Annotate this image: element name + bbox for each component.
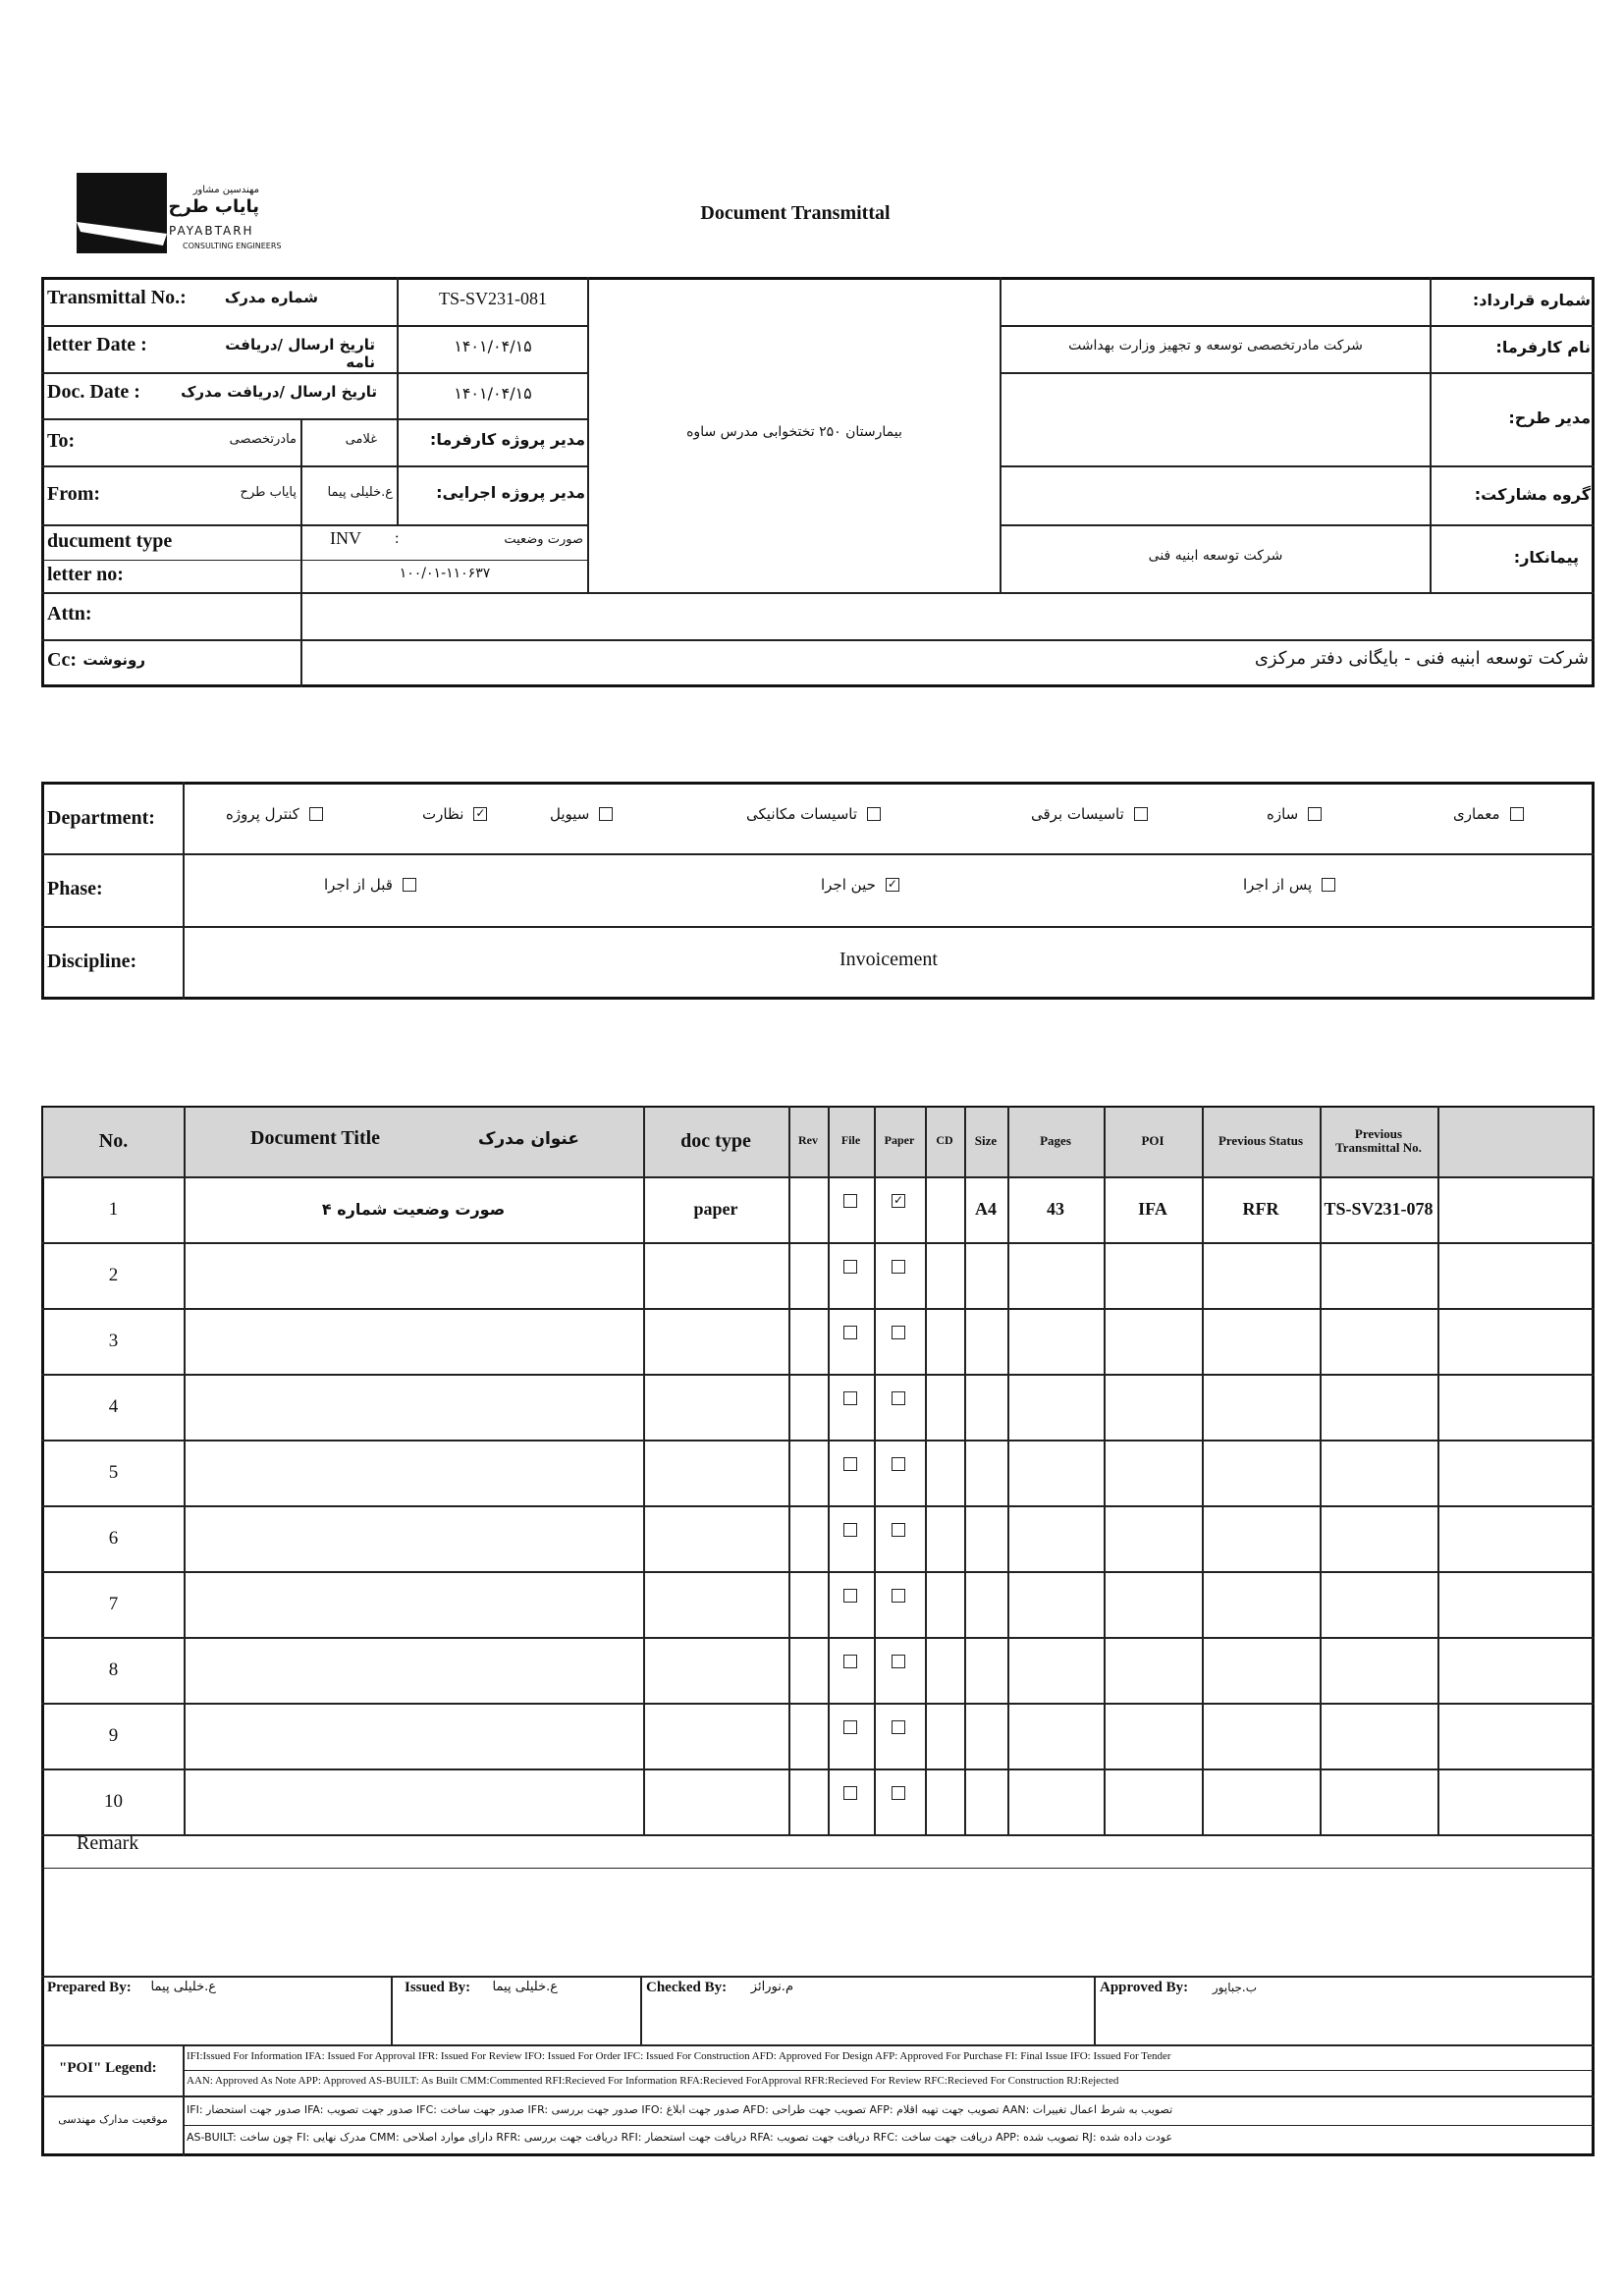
contractor-value: شرکت توسعه ابنیه فنی — [1148, 548, 1283, 564]
cell-rev — [788, 1176, 828, 1242]
file-checkbox[interactable] — [843, 1655, 857, 1668]
department-option-label: سیویل — [550, 805, 590, 823]
cell-prev-status — [1202, 1440, 1320, 1505]
to-role: مدیر پروژه کارفرما: — [429, 430, 585, 449]
header-title-en: Document Title — [250, 1127, 381, 1149]
prepared-by-label: Prepared By: — [47, 1980, 132, 1995]
cell-pages — [1007, 1637, 1104, 1703]
cell-prev-status — [1202, 1505, 1320, 1571]
issued-by-label: Issued By: — [405, 1980, 471, 1995]
cell-poi — [1104, 1637, 1202, 1703]
cell-rev — [788, 1505, 828, 1571]
file-checkbox[interactable] — [843, 1720, 857, 1734]
cell-size — [964, 1505, 1007, 1571]
cell-prev-transmittal — [1320, 1374, 1437, 1440]
cell-title — [184, 1768, 643, 1834]
cell-poi — [1104, 1571, 1202, 1637]
phase-option[interactable] — [1243, 876, 1335, 894]
cell-doc-type: paper — [693, 1199, 738, 1219]
contract-no-label: شماره قرارداد: — [1472, 291, 1591, 309]
cell-poi — [1104, 1374, 1202, 1440]
header-rev: Rev — [798, 1133, 818, 1148]
prepared-by-value: ع.خلیلی پیما — [150, 1980, 216, 1994]
discipline-label: Discipline: — [47, 951, 137, 972]
letter-no-label: letter no: — [47, 564, 124, 585]
department-option-label: سازه — [1267, 805, 1299, 823]
cell-doc-type — [643, 1505, 788, 1571]
paper-checkbox[interactable] — [892, 1786, 905, 1800]
checkbox[interactable] — [309, 807, 323, 821]
header-title-fa: عنوان مدرک — [477, 1129, 579, 1149]
cell-title — [184, 1242, 643, 1308]
department-option-label: معماری — [1453, 805, 1500, 823]
department-option-label: کنترل پروژه — [226, 805, 299, 823]
cell-poi — [1104, 1505, 1202, 1571]
cell-prev-status — [1202, 1308, 1320, 1374]
checkbox[interactable] — [1134, 807, 1148, 821]
cell-no: 1 — [108, 1198, 119, 1220]
company-name-en: PAYABTARH — [169, 224, 254, 238]
checkbox[interactable] — [1510, 807, 1524, 821]
cell-prev-transmittal: TS-SV231-078 — [1324, 1199, 1434, 1219]
cell-prev-status — [1202, 1242, 1320, 1308]
approved-by-label: Approved By: — [1100, 1980, 1189, 1995]
paper-checkbox[interactable] — [892, 1326, 905, 1339]
company-name-fa: پایاب طرح — [168, 196, 259, 217]
doc-date-label-fa: تاریخ ارسال /دریافت مدرک — [181, 383, 377, 401]
cell-no: 3 — [108, 1330, 119, 1351]
cell-no: 8 — [108, 1659, 119, 1680]
cell-size — [964, 1440, 1007, 1505]
cell-poi — [1104, 1308, 1202, 1374]
remark-value — [51, 1866, 1583, 1974]
file-checkbox[interactable] — [843, 1457, 857, 1471]
cell-rev — [788, 1637, 828, 1703]
to-label: To: — [47, 430, 76, 452]
legend-line-3: IFI: صدور جهت استحضار IFA: صدور جهت تصویب IFC: صدور جهت ساخت IFR: صدور جهت بررسی IFO: صدور جهت ابلاغ AFD: تصویب جهت طراحی AFP: تصویب جهت تهیه اقلام AAN: تصویب به شرط اعمال تغییرات — [187, 2103, 1173, 2116]
department-option[interactable] — [1031, 805, 1148, 823]
cell-no: 9 — [108, 1724, 119, 1746]
cell-doc-type — [643, 1242, 788, 1308]
cell-prev-status — [1202, 1637, 1320, 1703]
header-no: No. — [98, 1130, 129, 1152]
cell-cd — [925, 1242, 964, 1308]
cell-pages — [1007, 1505, 1104, 1571]
cell-pages — [1007, 1242, 1104, 1308]
document-type-label: ducument type — [47, 530, 173, 552]
client-value: شرکت مادرتخصصی توسعه و تجهیز وزارت بهداشت — [1068, 338, 1363, 354]
cell-prev-status: RFR — [1242, 1199, 1279, 1219]
cell-cd — [925, 1308, 964, 1374]
phase-option-label: حین اجرا — [821, 876, 876, 894]
legend-label: "POI" Legend: — [59, 2060, 157, 2076]
cell-no: 2 — [108, 1264, 119, 1285]
cell-rev — [788, 1308, 828, 1374]
cell-poi — [1104, 1768, 1202, 1834]
cc-label-fa: رونوشت — [82, 651, 145, 669]
transmittal-no-label: Transmittal No.: — [47, 287, 187, 308]
cell-prev-status — [1202, 1703, 1320, 1768]
cell-prev-transmittal — [1320, 1242, 1437, 1308]
row-divider — [41, 1834, 1595, 1836]
cell-title — [184, 1308, 643, 1374]
cell-prev-transmittal — [1320, 1571, 1437, 1637]
cell-no: 7 — [108, 1593, 119, 1614]
department-option[interactable] — [550, 805, 613, 823]
checked-by-label: Checked By: — [646, 1980, 728, 1995]
cell-cd — [925, 1571, 964, 1637]
cell-no: 6 — [108, 1527, 119, 1549]
cell-size — [964, 1374, 1007, 1440]
cell-no: 10 — [104, 1790, 123, 1812]
company-subtitle-en: CONSULTING ENGINEERS — [183, 242, 282, 250]
cell-poi — [1104, 1703, 1202, 1768]
phase-label: Phase: — [47, 878, 103, 899]
cell-prev-transmittal — [1320, 1308, 1437, 1374]
department-option[interactable] — [1267, 805, 1322, 823]
cell-title — [184, 1703, 643, 1768]
from-role: مدیر پروژه اجرایی: — [436, 483, 585, 502]
partnership-label: گروه مشارکت: — [1474, 485, 1591, 504]
cell-size — [964, 1703, 1007, 1768]
checkbox[interactable] — [599, 807, 613, 821]
header-doc-type: doc type — [680, 1130, 751, 1152]
letter-date-label: letter Date : — [47, 334, 147, 355]
header-poi: POI — [1141, 1132, 1164, 1148]
cell-doc-type — [643, 1308, 788, 1374]
cell-cd — [925, 1703, 964, 1768]
contractor-label: پیمانکار: — [1513, 548, 1579, 567]
cell-doc-type — [643, 1374, 788, 1440]
from-person: ع.خلیلی پیما — [327, 485, 393, 500]
cell-doc-type — [643, 1637, 788, 1703]
cell-size — [964, 1571, 1007, 1637]
doc-date-value: ۱۴۰۱/۰۴/۱۵ — [454, 384, 532, 403]
cell-poi — [1104, 1440, 1202, 1505]
department-option[interactable] — [746, 805, 881, 823]
cell-rev — [788, 1374, 828, 1440]
cell-cd — [925, 1505, 964, 1571]
phase-option[interactable] — [821, 876, 899, 894]
header-prev-status: Previous Status — [1218, 1132, 1304, 1148]
letter-date-label-fa: تاریخ ارسال /دریافت نامه — [225, 336, 375, 371]
cell-prev-transmittal — [1320, 1703, 1437, 1768]
design-manager-label: مدیر طرح: — [1508, 408, 1591, 427]
paper-checkbox[interactable] — [892, 1457, 905, 1471]
remark-label: Remark — [77, 1832, 139, 1854]
cell-title — [184, 1440, 643, 1505]
cell-size — [964, 1242, 1007, 1308]
cell-doc-type — [643, 1768, 788, 1834]
file-checkbox[interactable] — [843, 1391, 857, 1405]
cell-pages — [1007, 1440, 1104, 1505]
file-checkbox[interactable] — [843, 1326, 857, 1339]
cell-title — [184, 1637, 643, 1703]
company-name-fa-small: مهندسین مشاور — [192, 185, 259, 195]
checkbox[interactable]: ✓ — [887, 877, 897, 891]
cell-rev — [788, 1703, 828, 1768]
paper-checkbox[interactable] — [892, 1720, 905, 1734]
legend-line-4: AS-BUILT: چون ساخت FI: مدرک نهایی CMM: دارای موارد اصلاحی RFR: دریافت جهت بررسی RFI: دریافت جهت استحضار RFA: دریافت جهت تصویب RFC: دریافت جهت ساخت APP: تصویب شده RJ: عودت داده شده — [187, 2131, 1173, 2144]
letter-date-value: ۱۴۰۱/۰۴/۱۵ — [454, 337, 532, 355]
header-prev-transmittal: Previous Transmittal No. — [1335, 1125, 1422, 1155]
cell-rev — [788, 1768, 828, 1834]
checkbox[interactable] — [1322, 878, 1335, 892]
document-type-fa: صورت وضعیت — [504, 532, 583, 547]
cc-label: Cc: — [47, 649, 77, 671]
cell-size — [964, 1637, 1007, 1703]
cell-pages — [1007, 1703, 1104, 1768]
transmittal-no-label-fa: شماره مدرک — [224, 289, 318, 306]
file-checkbox[interactable] — [843, 1194, 857, 1208]
cell-prev-transmittal — [1320, 1505, 1437, 1571]
to-person: غلامی — [345, 432, 377, 447]
cell-prev-status — [1202, 1768, 1320, 1834]
legend-line-1: IFI:Issued For Information IFA: Issued For Approval IFR: Issued For Review IFO: Issued For Order IFC: Issued For Construction AFD: Approved For Design AFP: Approved For Purchase FI: Final Issue IFO: Issued For Tender — [187, 2050, 1171, 2062]
cell-cd — [925, 1176, 964, 1242]
cell-size — [964, 1768, 1007, 1834]
cell-title — [184, 1374, 643, 1440]
paper-checkbox[interactable]: ✓ — [893, 1193, 904, 1207]
cell-doc-type — [643, 1571, 788, 1637]
transmittal-no-value: TS-SV231-081 — [438, 289, 547, 308]
checkbox[interactable] — [403, 878, 416, 892]
file-checkbox[interactable] — [843, 1523, 857, 1537]
cell-title: صورت وضعیت شماره ۴ — [321, 1200, 506, 1219]
file-checkbox[interactable] — [843, 1589, 857, 1603]
department-option[interactable] — [1453, 805, 1524, 823]
cell-pages: 43 — [1047, 1199, 1064, 1219]
cell-rev — [788, 1571, 828, 1637]
cell-no: 4 — [108, 1395, 119, 1417]
project-name: بیمارستان ۲۵۰ تختخوابی مدرس ساوه — [686, 424, 902, 440]
cell-size: A4 — [975, 1199, 997, 1219]
cell-pages — [1007, 1308, 1104, 1374]
cell-prev-transmittal — [1320, 1637, 1437, 1703]
checkbox[interactable] — [867, 807, 881, 821]
cell-size — [964, 1308, 1007, 1374]
cc-value: شرکت توسعه ابنیه فنی - بایگانی دفتر مرکزی — [1254, 648, 1589, 669]
doc-date-label: Doc. Date : — [47, 381, 140, 403]
paper-checkbox[interactable] — [892, 1523, 905, 1537]
cell-pages — [1007, 1571, 1104, 1637]
from-label: From: — [47, 483, 101, 505]
client-label: نام کارفرما: — [1495, 338, 1591, 356]
cell-doc-type — [643, 1703, 788, 1768]
phase-option-label: پس از اجرا — [1243, 876, 1313, 894]
department-option-label: تاسیسات برقی — [1031, 805, 1124, 823]
department-option-label: تاسیسات مکانیکی — [746, 805, 858, 823]
cell-prev-status — [1202, 1571, 1320, 1637]
checkbox[interactable]: ✓ — [475, 806, 486, 820]
cell-poi — [1104, 1242, 1202, 1308]
department-label: Department: — [47, 807, 155, 829]
cell-pages — [1007, 1374, 1104, 1440]
to-org: مادرتخصصی — [229, 432, 297, 447]
checkbox[interactable] — [1308, 807, 1322, 821]
cell-rev — [788, 1242, 828, 1308]
cell-prev-transmittal — [1320, 1440, 1437, 1505]
cell-cd — [925, 1637, 964, 1703]
document-type-sep: : — [395, 530, 400, 547]
cell-title — [184, 1571, 643, 1637]
paper-checkbox[interactable] — [892, 1260, 905, 1274]
header-size: Size — [974, 1132, 998, 1148]
cell-cd — [925, 1374, 964, 1440]
file-checkbox[interactable] — [843, 1260, 857, 1274]
file-checkbox[interactable] — [843, 1786, 857, 1800]
department-option[interactable] — [226, 805, 323, 823]
header-cd: CD — [936, 1133, 953, 1148]
cell-no: 5 — [108, 1461, 119, 1483]
letter-no-value: ۱۰۰/۰۱-۱۱۰۶۳۷ — [399, 566, 491, 581]
checked-by-value: م.نورائز — [750, 1980, 793, 1994]
page-title: Document Transmittal — [700, 202, 891, 224]
paper-checkbox[interactable] — [892, 1589, 905, 1603]
header-file: File — [840, 1133, 861, 1148]
company-logo — [77, 173, 167, 253]
approved-by-value: ب.جباپور — [1212, 1981, 1257, 1994]
cell-doc-type — [643, 1440, 788, 1505]
paper-checkbox[interactable] — [892, 1655, 905, 1668]
attn-label: Attn: — [47, 603, 92, 625]
header-paper: Paper — [884, 1133, 915, 1148]
from-org: پایاب طرح — [240, 485, 297, 500]
header-pages: Pages — [1040, 1132, 1071, 1148]
document-type-code: INV — [330, 528, 361, 548]
legend-line-2: AAN: Approved As Note APP: Approved AS-BUILT: As Built CMM:Commented RFI:Recieved For Information RFA:Recieved ForApproval RFR:Recieved For Review RFC:Recieved For Construction RJ:Rejected — [187, 2075, 1119, 2087]
legend-label-fa: موقعیت مدارک مهندسی — [58, 2113, 168, 2126]
discipline-value: Invoicement — [839, 949, 938, 970]
cell-rev — [788, 1440, 828, 1505]
cell-cd — [925, 1768, 964, 1834]
cell-prev-status — [1202, 1374, 1320, 1440]
phase-option[interactable] — [324, 876, 416, 894]
cell-cd — [925, 1440, 964, 1505]
cell-pages — [1007, 1768, 1104, 1834]
phase-option-label: قبل از اجرا — [324, 876, 393, 894]
issued-by-value: ع.خلیلی پیما — [492, 1980, 558, 1994]
cell-prev-transmittal — [1320, 1768, 1437, 1834]
department-option-label: نظارت — [422, 805, 464, 823]
department-option[interactable] — [422, 805, 487, 823]
paper-checkbox[interactable] — [892, 1391, 905, 1405]
cell-poi: IFA — [1138, 1199, 1167, 1219]
cell-title — [184, 1505, 643, 1571]
